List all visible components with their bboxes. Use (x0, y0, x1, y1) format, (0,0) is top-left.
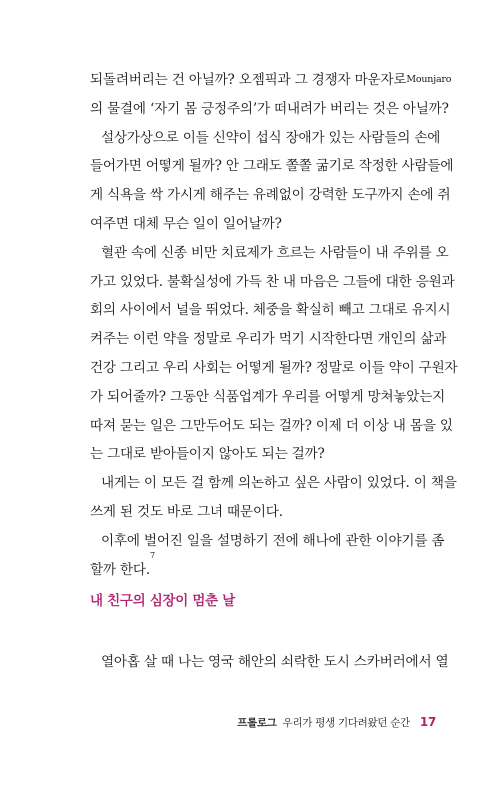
text-segment: 게 식욕을 싹 가시게 해주는 유례없이 강력한 도구까지 손에 쥐 (90, 187, 451, 204)
running-footer (237, 715, 436, 730)
footnote-marker[interactable]: 7 (149, 550, 155, 560)
text-line (90, 440, 423, 469)
footer-part-label: 프롤로그 (237, 717, 277, 729)
text-line (90, 66, 452, 95)
text-line (90, 210, 423, 239)
text-segment: 설상가상으로 이들 신약이 섭식 장애가 있는 사람들의 손에 (101, 129, 441, 146)
text-line (90, 527, 445, 556)
body-text (90, 66, 458, 584)
text-segment: 는 그대로 받아들이지 않아도 되는 걸까? (90, 446, 325, 463)
text-segment: 이후에 벌어진 일을 설명하기 전에 해나에 관한 이야기를 좀 (101, 532, 445, 549)
text-line (90, 152, 454, 181)
text-segment: 가고 있었다. 불확실성에 가득 찬 내 마음은 그들에 대한 응원과 (90, 273, 455, 290)
text-line (90, 124, 441, 153)
text-segment: 열아홉 살 때 나는 영국 해안의 쇠락한 도시 스카버러에서 열 (101, 654, 449, 670)
text-line (90, 383, 446, 412)
text-segment: 여주면 대체 무슨 일이 일어날까? (90, 215, 282, 232)
text-segment: 따져 묻는 일은 그만두어도 되는 걸까? 이제 더 이상 내 몸을 있 (90, 417, 453, 434)
text-line (90, 296, 451, 325)
text-segment: 되돌려버리는 건 아닐까? 오젬픽과 그 경쟁자 마운자로 (90, 72, 407, 88)
section-heading: 내 친구의 심장이 멈춘 날 (90, 593, 236, 609)
text-segment: 혈관 속에 신종 비만 치료제가 흐르는 사람들이 내 주위를 오 (101, 244, 449, 261)
text-segment: 의 물결에 ‘자기 몸 긍정주의’가 떠내려가 버리는 것은 아닐까? (90, 100, 449, 117)
text-segment: 내게는 이 모든 걸 함께 의논하고 싶은 사람이 있었다. 이 책을 (101, 475, 457, 492)
text-line (90, 325, 447, 354)
text-segment: 가 되어줄까? 그동안 식품업계가 우리를 어떻게 망쳐놓았는지 (90, 388, 446, 405)
text-line (90, 498, 423, 527)
text-line (90, 412, 453, 441)
text-line (90, 268, 455, 297)
footer-chapter-title: 우리가 평생 기다려왔던 순간 (282, 717, 410, 729)
text-line (90, 550, 423, 585)
body-text-continued (90, 648, 449, 677)
text-line (90, 239, 449, 268)
text-line (90, 354, 458, 383)
text-segment: 할까 한다. (90, 561, 150, 578)
text-segment: 쓰게 된 것도 바로 그녀 때문이다. (90, 503, 283, 520)
text-line (90, 95, 449, 124)
text-line (90, 181, 451, 210)
text-segment: 회의 사이에서 널을 뛰었다. 체중을 확실히 빼고 그대로 유지시 (90, 302, 451, 319)
text-gloss: Mounjaro (406, 74, 452, 85)
page-number: 17 (419, 715, 436, 729)
text-segment: 켜주는 이런 약을 정말로 우리가 먹기 시작한다면 개인의 삶과 (90, 331, 447, 348)
text-segment: 건강 그리고 우리 사회는 어떻게 될까? 정말로 이들 약이 구원자 (90, 359, 458, 376)
text-line (90, 469, 457, 498)
text-line (90, 648, 449, 677)
text-segment: 들어가면 어떻게 될까? 안 그래도 쫄쫄 굶기로 작정한 사람들에 (90, 158, 454, 175)
